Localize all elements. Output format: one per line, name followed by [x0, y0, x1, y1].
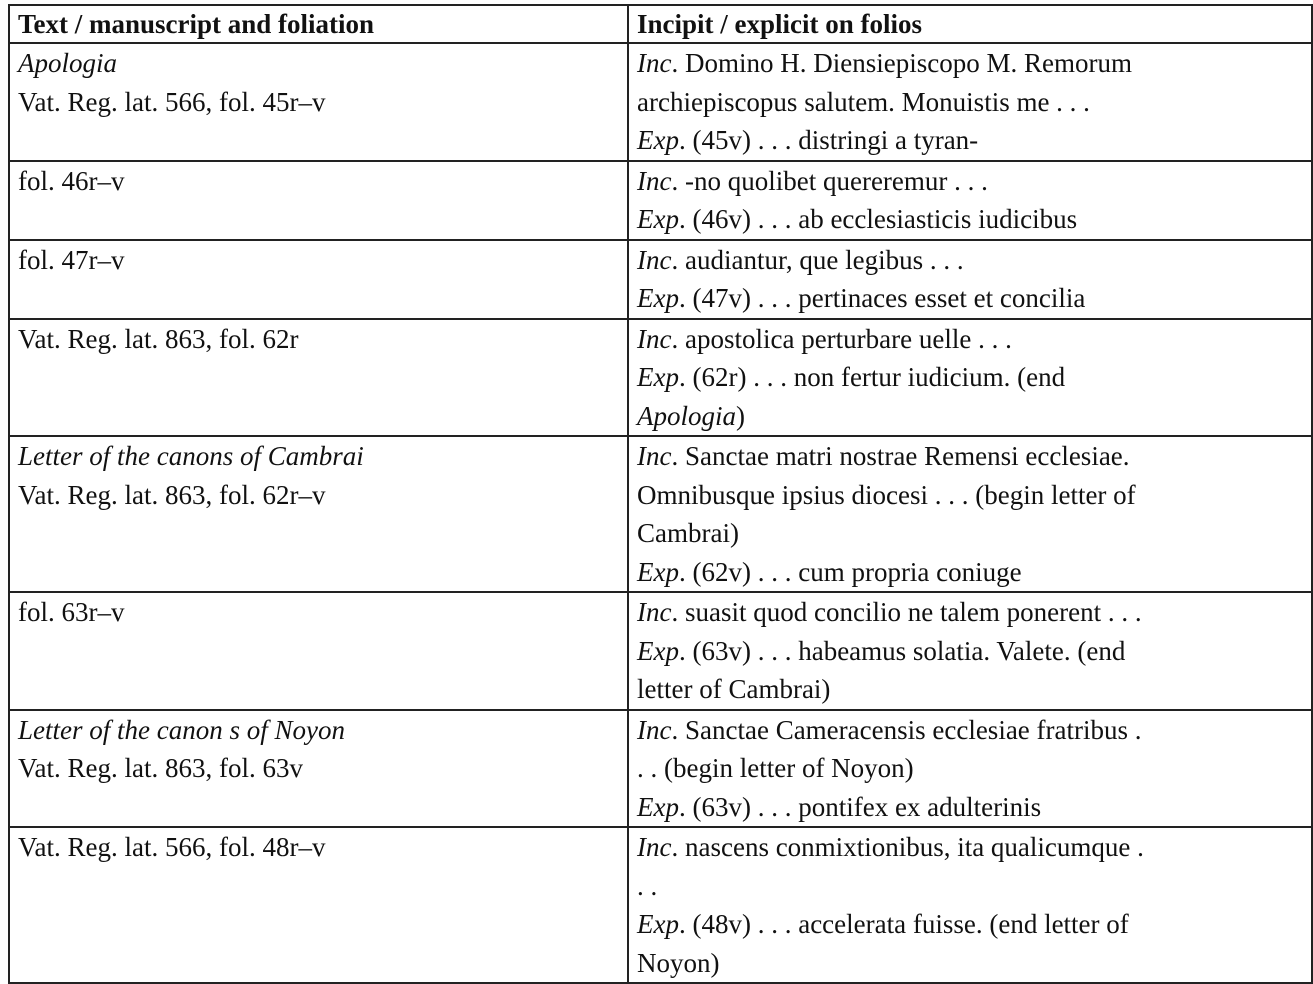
- cell-incipit-explicit: [628, 240, 1312, 319]
- table-row: [9, 436, 1312, 592]
- inc-label: Inc: [637, 323, 672, 354]
- explicit-line: [637, 553, 1303, 592]
- explicit-line: [637, 279, 1303, 318]
- incipit-text: . -no quolibet quereremur . . .: [671, 165, 988, 196]
- table-row: [9, 592, 1312, 710]
- explicit-line: [637, 200, 1303, 239]
- work-title: Apologia: [18, 48, 117, 78]
- table-row: [9, 43, 1312, 161]
- incipit-line: [637, 828, 1303, 867]
- explicit-text: . (63v) . . . habeamus solatia. Valete. (end: [678, 635, 1126, 666]
- inc-label: Inc: [637, 832, 672, 862]
- incipit-text: . Domino H. Diensiepiscopo M. Remorum: [671, 48, 1132, 78]
- incipit-continuation: . . (begin letter of Noyon): [637, 753, 914, 783]
- table-row: [9, 710, 1312, 828]
- cell-incipit-explicit: [628, 43, 1312, 161]
- exp-label: Exp: [637, 556, 679, 587]
- cell-incipit-explicit: [628, 592, 1312, 710]
- work-title: Letter of the canon s of Noyon: [18, 714, 345, 745]
- cell-incipit-explicit: [628, 319, 1312, 437]
- explicit-continuation: [637, 397, 1303, 436]
- exp-label: Exp: [637, 909, 679, 939]
- explicit-line: [637, 905, 1303, 944]
- cell-incipit-explicit: [628, 710, 1312, 828]
- explicit-text: . (63v) . . . pontifex ex adulterinis: [678, 791, 1042, 822]
- inc-label: Inc: [637, 48, 672, 78]
- cell-manuscript: [9, 43, 628, 161]
- incipit-text: . apostolica perturbare uelle . . .: [671, 323, 1012, 354]
- close-paren: ): [736, 400, 745, 431]
- exp-label: Exp: [637, 125, 679, 155]
- incipit-continuation: Omnibusque ipsius diocesi . . . (begin letter of: [637, 479, 1136, 510]
- incipit-line: [637, 320, 1303, 359]
- explicit-line: [637, 788, 1303, 827]
- cell-incipit-explicit: [628, 436, 1312, 592]
- cell-incipit-explicit: [628, 827, 1312, 983]
- exp-label: Exp: [637, 635, 679, 666]
- explicit-text: . (45v) . . . distringi a tyran-: [678, 125, 979, 155]
- incipit-continuation: . .: [637, 870, 658, 901]
- cell-manuscript: [9, 710, 628, 828]
- explicit-text: . (62v) . . . cum propria coniuge: [678, 556, 1022, 587]
- manuscript-foliation: Vat. Reg. lat. 566, fol. 45r–v: [18, 86, 326, 117]
- work-title-ref: Apologia: [637, 400, 736, 431]
- explicit-line: [637, 358, 1303, 397]
- manuscript-foliation: Vat. Reg. lat. 863, fol. 62r: [18, 323, 299, 354]
- incipit-continuation: Cambrai): [637, 518, 739, 548]
- incipit-line: [637, 241, 1303, 280]
- table-row: [9, 319, 1312, 437]
- incipit-line: [637, 437, 1303, 476]
- incipit-line: [637, 44, 1303, 83]
- explicit-line: [637, 121, 1303, 160]
- work-title: Letter of the canons of Cambrai: [18, 441, 364, 471]
- exp-label: Exp: [637, 362, 679, 392]
- header-text-manuscript: Text / manuscript and foliation: [9, 5, 628, 43]
- table-row: [9, 161, 1312, 240]
- manuscript-foliation: Vat. Reg. lat. 566, fol. 48r–v: [18, 832, 326, 862]
- explicit-continuation: letter of Cambrai): [637, 674, 831, 704]
- manuscript-foliation: Vat. Reg. lat. 863, fol. 63v: [18, 753, 303, 783]
- explicit-continuation: Noyon): [637, 947, 720, 978]
- cell-manuscript: [9, 319, 628, 437]
- incipit-text: . nascens conmixtionibus, ita qualicumque .: [671, 832, 1144, 862]
- incipit-text: . suasit quod concilio ne talem ponerent . . .: [671, 597, 1142, 627]
- cell-incipit-explicit: [628, 161, 1312, 240]
- header-incipit-explicit: Incipit / explicit on folios: [628, 5, 1312, 43]
- exp-label: Exp: [637, 204, 679, 234]
- exp-label: Exp: [637, 791, 679, 822]
- header-row: [9, 5, 1312, 43]
- incipit-text: . Sanctae matri nostrae Remensi ecclesiae.: [671, 441, 1130, 471]
- manuscript-foliation: fol. 63r–v: [18, 597, 125, 627]
- inc-label: Inc: [637, 714, 672, 745]
- manuscript-foliation: fol. 46r–v: [18, 165, 125, 196]
- inc-label: Inc: [637, 244, 672, 275]
- incipit-line: [637, 162, 1303, 201]
- manuscript-table: [8, 4, 1313, 984]
- table-row: [9, 240, 1312, 319]
- inc-label: Inc: [637, 165, 672, 196]
- cell-manuscript: [9, 827, 628, 983]
- incipit-line: [637, 711, 1303, 750]
- exp-label: Exp: [637, 283, 679, 313]
- explicit-text: . (47v) . . . pertinaces esset et concilia: [678, 283, 1086, 313]
- explicit-text: . (48v) . . . accelerata fuisse. (end letter of: [678, 909, 1129, 939]
- incipit-line: [637, 593, 1303, 632]
- inc-label: Inc: [637, 441, 672, 471]
- explicit-line: [637, 632, 1303, 671]
- cell-manuscript: [9, 161, 628, 240]
- inc-label: Inc: [637, 597, 672, 627]
- manuscript-foliation: Vat. Reg. lat. 863, fol. 62r–v: [18, 479, 326, 510]
- manuscript-foliation: fol. 47r–v: [18, 244, 125, 275]
- explicit-text: . (62r) . . . non fertur iudicium. (end: [678, 362, 1066, 392]
- incipit-text: . audiantur, que legibus . . .: [671, 244, 964, 275]
- cell-manuscript: [9, 240, 628, 319]
- cell-manuscript: [9, 436, 628, 592]
- cell-manuscript: [9, 592, 628, 710]
- incipit-continuation: archiepiscopus salutem. Monuistis me . . .: [637, 86, 1090, 117]
- incipit-text: . Sanctae Cameracensis ecclesiae fratribus .: [671, 714, 1142, 745]
- table-row: [9, 827, 1312, 983]
- explicit-text: . (46v) . . . ab ecclesiasticis iudicibus: [678, 204, 1078, 234]
